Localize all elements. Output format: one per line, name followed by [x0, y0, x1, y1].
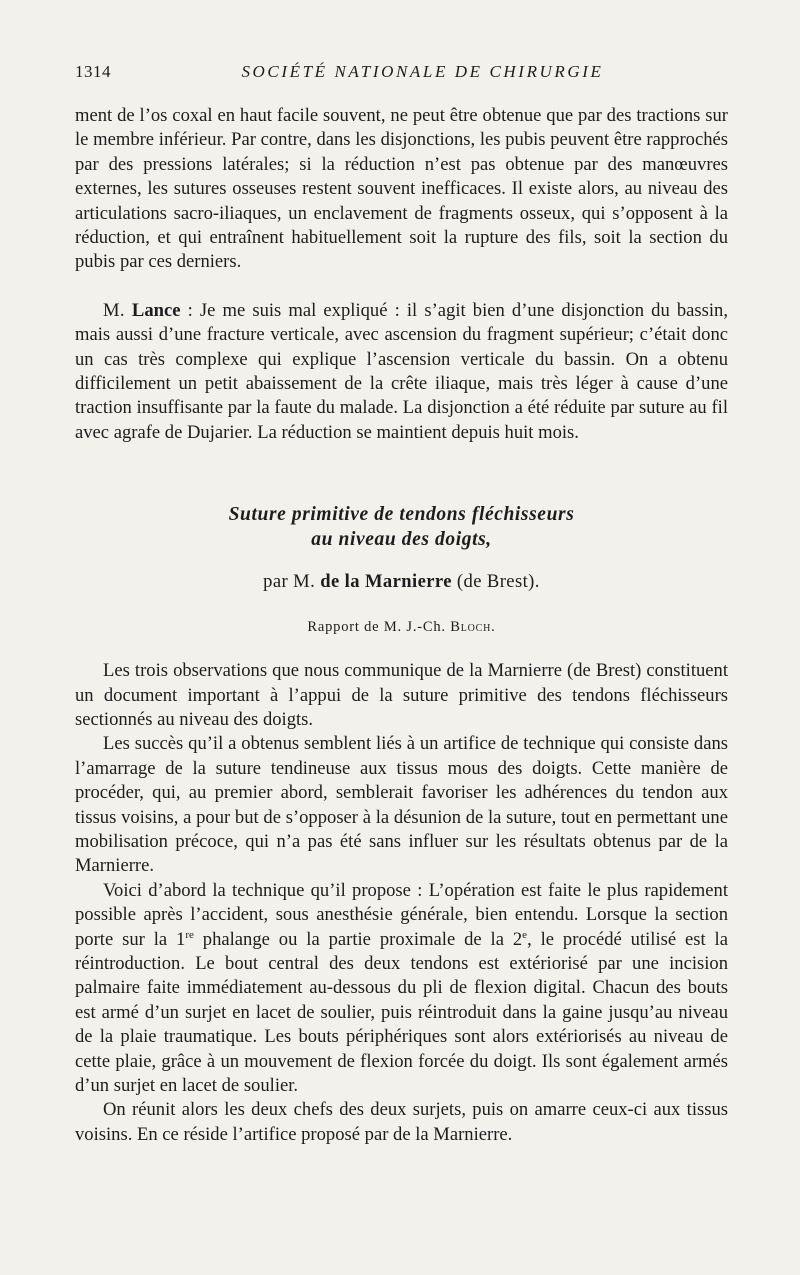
byline-prefix: par M. [263, 571, 316, 593]
discussion-text: : Je me suis mal expliqué : il s’agit bien d’une disjonction du bassin, mais aussi d’une fracture verticale, avec ascension du fragment supérieur; c’était donc un cas très complexe qui explique l’ascension verticale du bassin. On a obtenu difficilement un petit abaissement de la crête iliaque, mais très léger à cause d’une traction insuffisante par la faute du malade. La disjonction a été réduite par suture au fil avec agrafe de Dujarier. La réduction se maintient depuis huit mois. [75, 299, 728, 443]
report-attribution [75, 615, 728, 639]
article-body [75, 659, 728, 1147]
article-paragraph-1: Les trois observations que nous communique de la Marnierre (de Brest) constituent un document important à l’appui de la suture primitive des tendons fléchisseurs sectionnés au niveau des doigts. [75, 660, 728, 730]
running-header [75, 62, 730, 86]
report-prefix: Rapport de M. J.-Ch. [307, 618, 446, 635]
reporter-name: Bloch. [450, 618, 496, 635]
continuation-paragraph: ment de l’os coxal en haut facile souvent, ne peut être obtenue que par des tractions sur le membre inférieur. Par contre, dans les disjonctions, les pubis peuvent être rapprochés par des pressions latérales; si la réduction n’est pas obtenue par des manœuvres externes, les sutures osseuses restent souvent inefficaces. Il existe alors, au niveau des articulations sacro-iliaques, un enclavement de fragments osseux, qui s’opposent à la réduction, et qui entraînent habituellement soit la rupture des fils, soit la section du pubis par ces derniers. [75, 105, 728, 273]
article-title [75, 502, 728, 552]
discussion-paragraph [75, 299, 728, 445]
article-byline [75, 570, 728, 594]
speaker-name: Lance [131, 299, 181, 321]
paragraph-3-text-a: Voici d’abord la technique qu’il propose : L’opération est faite le plus rapidement possible après l’accident, sous anesthésie générale, bien entendu. Lorsque la section porte sur la 1 [75, 879, 728, 950]
page-number: 1314 [75, 62, 111, 81]
article-title-line-1: Suture primitive de tendons fléchisseurs [228, 504, 575, 526]
article-title-line-2: au niveau des doigts, [311, 529, 492, 551]
superscript-re: re [185, 928, 194, 941]
author-name: de la Marnierre [320, 571, 452, 593]
article-paragraph-4: On réunit alors les deux chefs des deux surjets, puis on amarre ceux-ci aux tissus voisins. En ce réside l’artifice proposé par de la Marnierre. [75, 1099, 728, 1145]
speaker-prefix: M. [103, 299, 125, 321]
article-paragraph-3 [75, 879, 728, 1099]
journal-title: SOCIÉTÉ NATIONALE DE CHIRURGIE [241, 62, 604, 81]
superscript-e: e [522, 928, 528, 941]
author-location: (de Brest). [456, 571, 540, 593]
article-paragraph-2: Les succès qu’il a obtenus semblent liés à un artifice de technique qui consiste dans l’amarrage de la suture tendineuse aux tissus mous des doigts. Cette manière de procéder, qui, au premier abord, semblerait favoriser les adhérences du tendon aux tissus voisins, a pour but de s’opposer à la désunion de la suture, tout en permettant une mobilisation précoce, qui n’a pas été sans influer sur les résultats obtenus par de la Marnierre. [75, 733, 728, 877]
paragraph-3-text-c: , le procédé utilisé est la réintroduction. Le bout central des deux tendons est extériorisé par une incision palmaire faite immédiatement au-dessous du pli de flexion digital. Chacun des bouts est armé d’un surjet en lacet de soulier, puis réintroduit dans la gaine jusqu’au niveau de la plaie traumatique. Les bouts périphériques sont alors extériorisés au niveau de cette plaie, grâce à un mouvement de flexion forcée du doigt. Ils sont également armés d’un surjet en lacet de soulier. [75, 928, 728, 1096]
page-body [75, 104, 728, 1147]
paragraph-3-text-b: phalange ou la partie proximale de la 2 [193, 928, 523, 950]
